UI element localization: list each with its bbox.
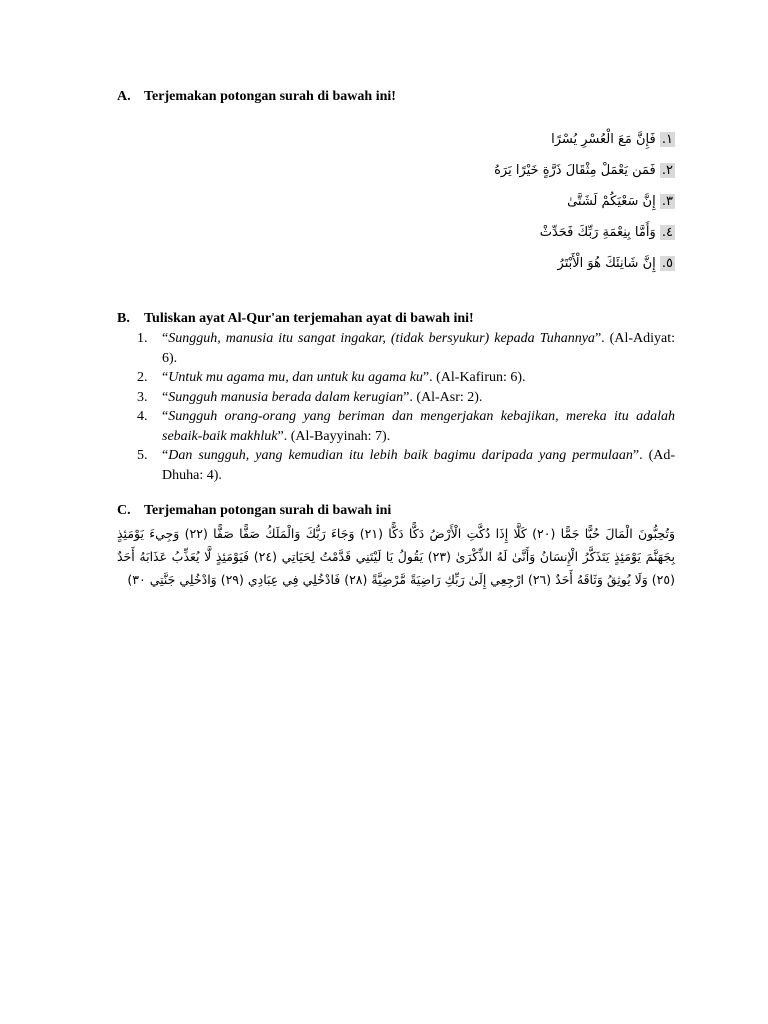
verse-text: فَمَن يَعْمَلْ مِثْقَالَ ذَرَّةٍ خَيْرًا يَرَهُ [494, 163, 656, 178]
item-reference: . (Al-Bayyinah: 7). [283, 428, 391, 444]
item-number: 2. [137, 370, 148, 385]
section-c-arabic-passage: وَتُحِبُّونَ الْمَالَ حُبًّا جَمًّا (٢٠) كَلَّا إِذَا دُكَّتِ الْأَرْضُ دَكًّا دَكًّا (٢١) وَجَاءَ رَبُّكَ وَالْمَلَكُ صَفًّا صَفًّا (٢٢) وَجِيءَ يَوْمَئِذٍ بِجَهَنَّمَ يَوْمَئِذٍ يَتَذَكَّرُ الْإِنسَانُ وَأَنَّىٰ لَهُ الذِّكْرَىٰ (٢٣) يَقُولُ يَا لَيْتَنِي قَدَّمْتُ لِحَيَاتِي (٢٤) فَيَوْمَئِذٍ لَّا يُعَذِّبُ عَذَابَهُ أَحَدٌ (٢٥) وَلَا يُوثِقُ وَثَاقَهُ أَحَدٌ (٢٦) ارْجِعِي إِلَىٰ رَبِّكِ رَاضِيَةً مَّرْضِيَّةً (٢٨) فَادْخُلِي فِي عِبَادِي (٢٩) وَادْخُلِي جَنَّتِي ٣٠) [117, 526, 675, 587]
list-item: 2. “Untuk mu agama mu, dan untuk ku agama ku”. (Al-Kafirun: 6). [137, 368, 675, 388]
verse-number: ٥. [661, 256, 673, 271]
item-quote: Sungguh orang-orang yang beriman dan mengerjakan kebajikan, mereka itu adalah sebaik-baik makhluk [162, 409, 675, 444]
section-a-letter: A. [117, 89, 131, 104]
section-a-heading [117, 89, 396, 105]
verse-item [400, 254, 675, 285]
verse-item [400, 161, 675, 192]
section-b-letter: B. [117, 311, 130, 326]
verse-number: ٤. [661, 225, 673, 240]
item-quote: Sungguh manusia berada dalam kerugian [168, 389, 404, 405]
list-item: 1. “Sungguh, manusia itu sangat ingakar, (tidak bersyukur) kepada Tuhannya”. (Al-Adiyat: 6). [137, 331, 675, 366]
section-b-list [137, 329, 675, 485]
item-number: 4. [137, 409, 148, 424]
list-item: 5. “Dan sungguh, yang kemudian itu lebih baik bagimu daripada yang permulaan”. (Ad-Dhuha: 4). [137, 448, 675, 483]
verse-text: فَإِنَّ مَعَ الْعُسْرِ يُسْرًا [551, 132, 656, 147]
section-b-title: Tuliskan ayat Al-Qur'an terjemahan ayat di bawah ini! [144, 311, 474, 326]
section-a-title: Terjemakan potongan surah di bawah ini! [144, 89, 396, 104]
item-reference: . (Al-Asr: 2). [409, 389, 483, 405]
section-c-letter: C. [117, 503, 131, 518]
item-number: 1. [137, 331, 148, 346]
verse-number: ١. [661, 132, 673, 147]
list-item: 4. “Sungguh orang-orang yang beriman dan mengerjakan kebajikan, mereka itu adalah sebaik-baik makhluk”. (Al-Bayyinah: 7). [137, 409, 675, 444]
section-c-title: Terjemahan potongan surah di bawah ini [144, 503, 392, 518]
verse-text: وَأَمَّا بِنِعْمَةِ رَبِّكَ فَحَدِّثْ [539, 225, 656, 240]
verse-item [400, 192, 675, 223]
verse-item [400, 223, 675, 254]
item-reference: . (Al-Kafirun: 6). [429, 370, 526, 385]
section-c-heading [117, 503, 391, 519]
verse-number: ٣. [661, 194, 673, 209]
verse-text: إِنَّ شَانِئَكَ هُوَ الْأَبْتَرُ [557, 256, 656, 271]
list-item: 3. “Sungguh manusia berada dalam kerugian”. (Al-Asr: 2). [137, 388, 675, 408]
item-quote: Untuk mu agama mu, dan untuk ku agama ku [168, 370, 423, 385]
item-number: 3. [137, 389, 148, 405]
verse-text: إِنَّ سَعْيَكُمْ لَشَتَّىٰ [567, 194, 656, 209]
item-quote: Sungguh, manusia itu sangat ingakar, (tidak bersyukur) kepada Tuhannya [168, 331, 595, 346]
item-reference: . (Al-Adiyat: 6). [162, 331, 675, 366]
section-a-verse-list [400, 130, 675, 285]
item-number: 5. [137, 448, 148, 463]
section-b-heading [117, 311, 474, 327]
verse-item [400, 130, 675, 161]
item-quote: Dan sungguh, yang kemudian itu lebih baik bagimu daripada yang permulaan [168, 448, 633, 463]
verse-number: ٢. [661, 163, 673, 178]
item-reference: . (Ad-Dhuha: 4). [162, 448, 675, 483]
